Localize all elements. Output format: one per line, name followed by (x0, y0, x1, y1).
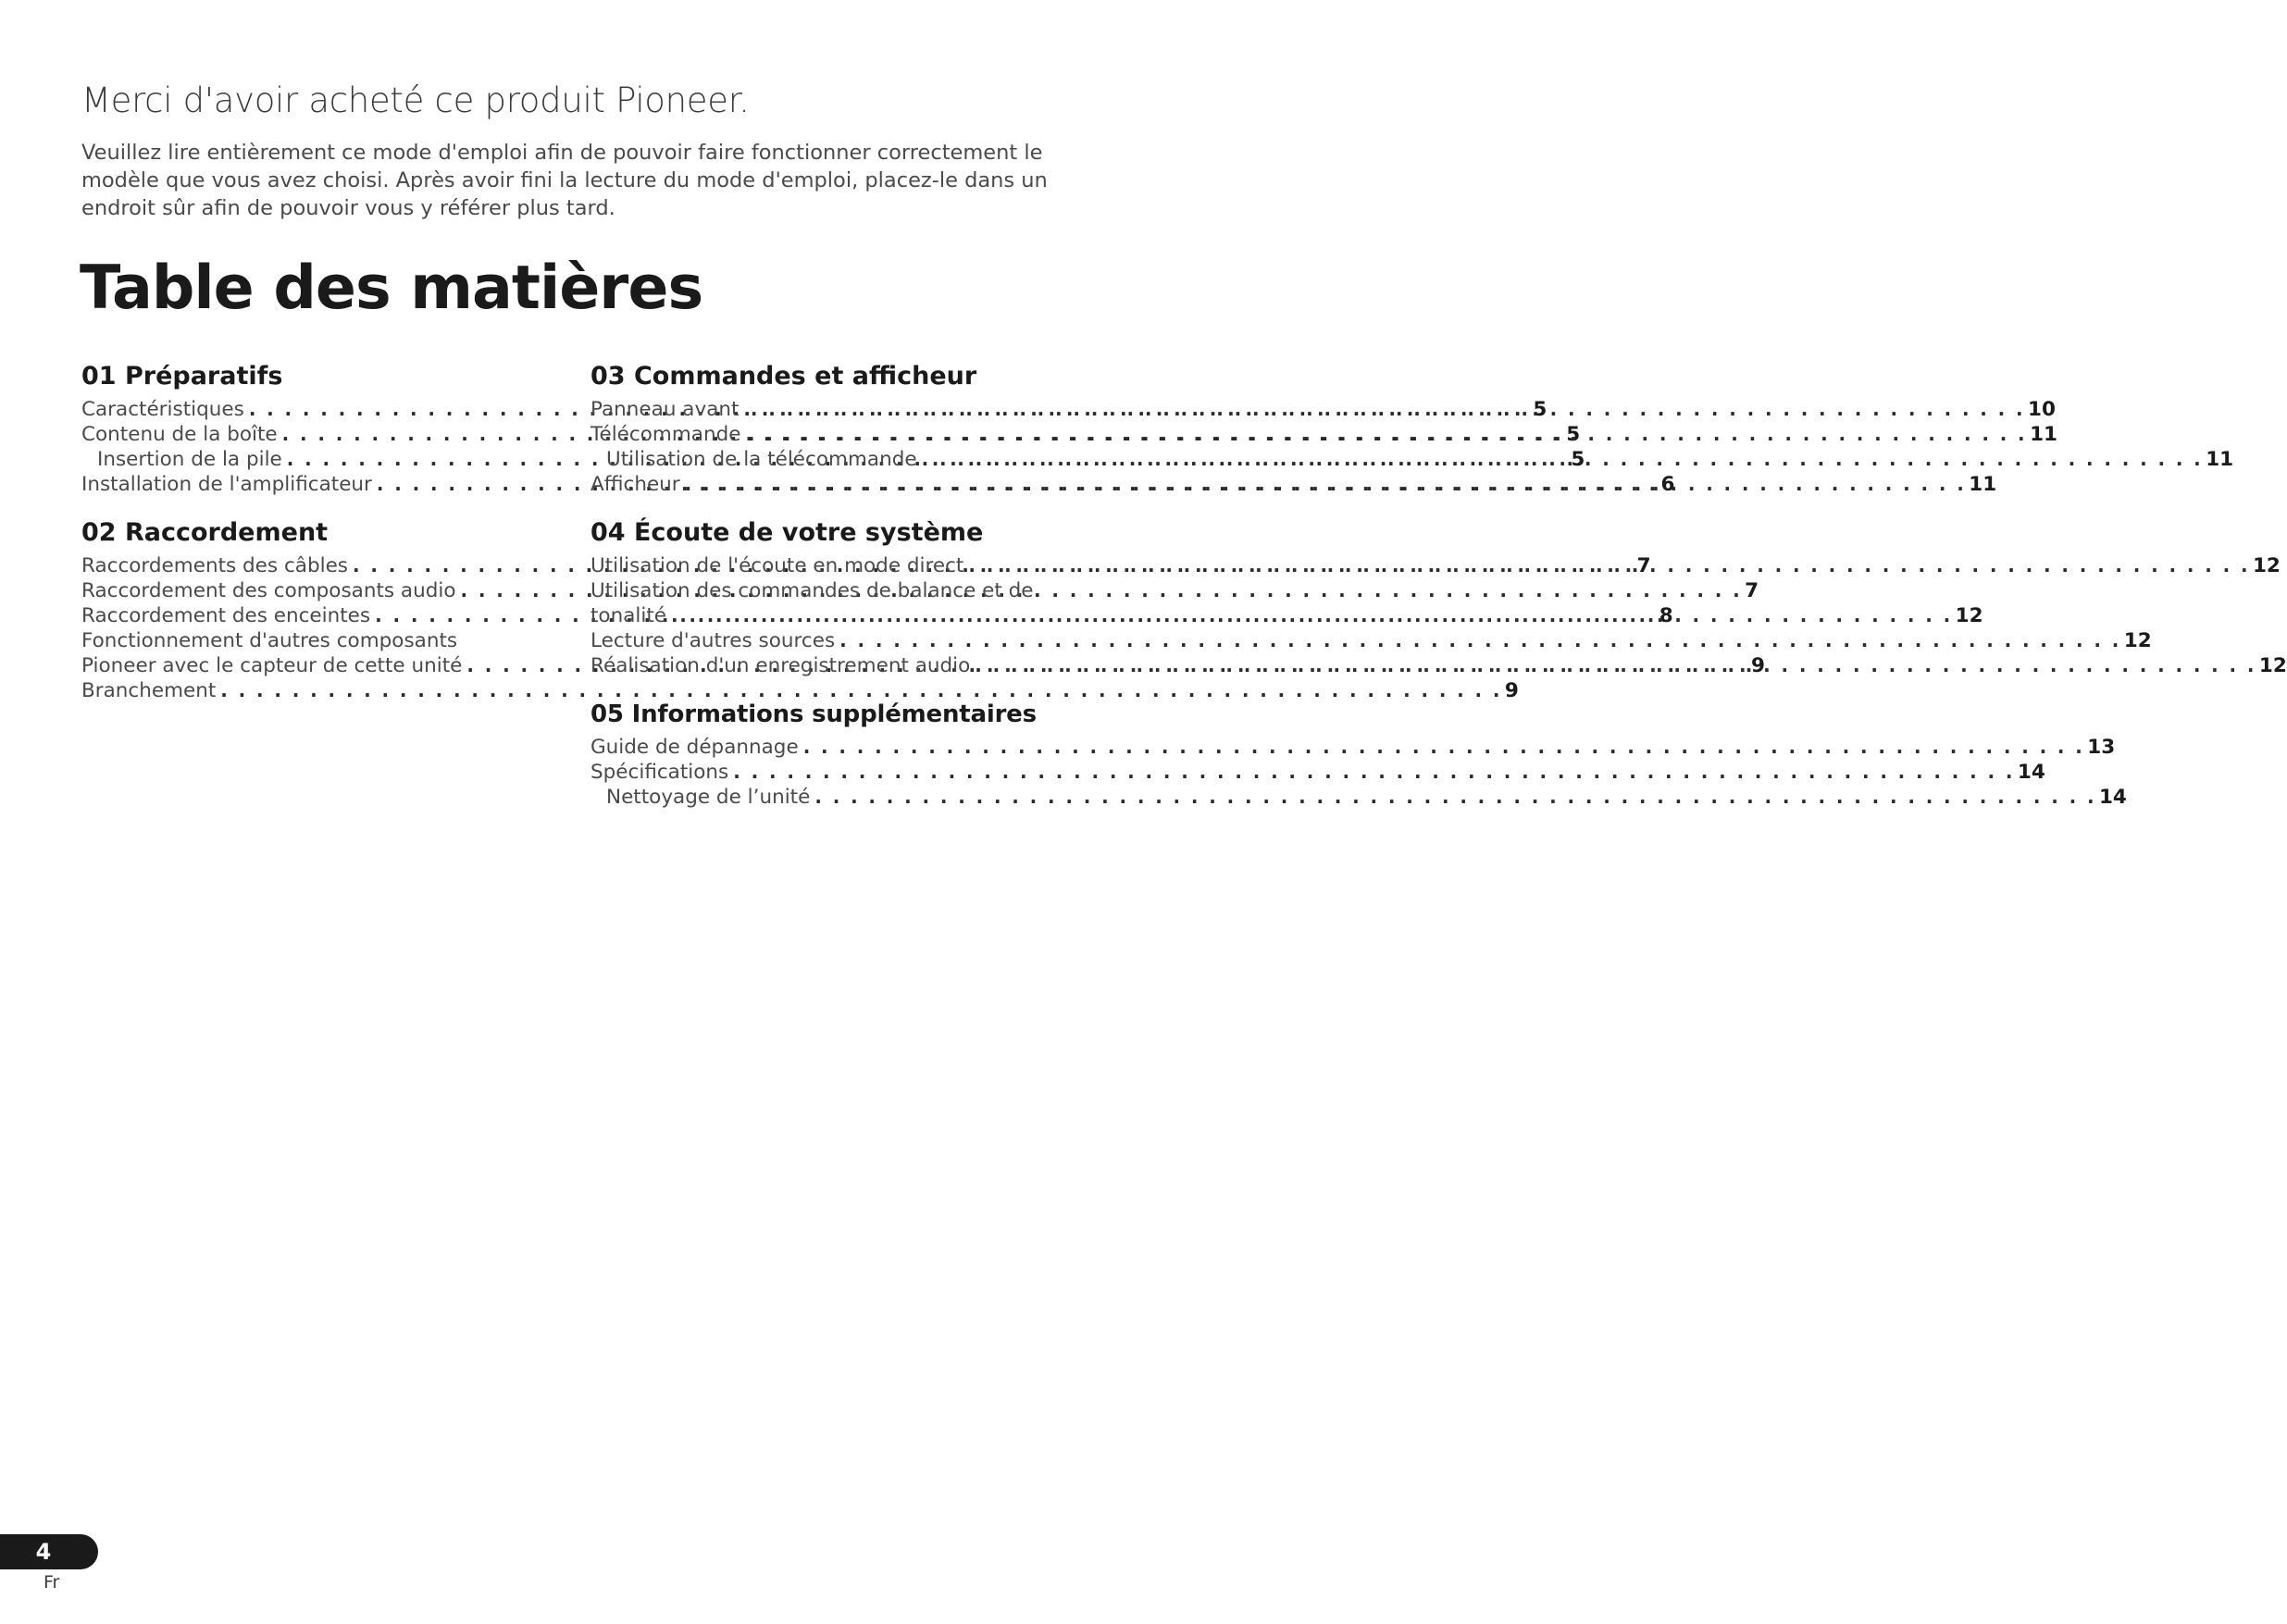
toc-entry-label: Installation de l'amplificateur (81, 473, 372, 496)
language-code: Fr (44, 1572, 60, 1593)
toc-section-ecoute (590, 517, 2287, 678)
toc-entry-label: Insertion de la pile (97, 448, 282, 471)
toc-section-commandes (590, 361, 2234, 497)
toc-entry-page: 7 (1745, 579, 1759, 602)
dot-leader (975, 653, 2256, 678)
dot-leader (803, 735, 2085, 760)
toc-entry-page: 12 (2258, 654, 2287, 677)
toc-entry-page: 12 (2252, 554, 2281, 577)
toc-section-informations (590, 699, 2127, 810)
toc-entry[interactable] (590, 653, 2287, 678)
dot-leader (968, 553, 2250, 578)
toc-section-title: 04 Écoute de votre système (590, 518, 984, 547)
dot-leader (671, 603, 1953, 628)
intro-line: modèle que vous avez choisi. Après avoir fini la lecture du mode d'emploi, placez-le dans un (81, 168, 1048, 192)
toc-section-title: 01 Préparatifs (81, 362, 283, 391)
toc-entry-page: 5 (1566, 423, 1581, 446)
toc-entry-label: Utilisation de la télécommande (606, 448, 917, 471)
intro-heading: Merci d'avoir acheté ce produit Pioneer. (81, 81, 750, 120)
toc-entry-page: 5 (1571, 448, 1585, 471)
toc-section-title: 03 Commandes et afficheur (590, 362, 977, 391)
toc-entry-label-line: Fonctionnement d'autres composants (81, 629, 458, 652)
toc-section-title: 02 Raccordement (81, 518, 329, 547)
toc-entry-label-line: Utilisation des commandes de balance et de (590, 579, 1034, 602)
toc-entry-multiline[interactable] (590, 578, 1983, 628)
intro-line: endroit sûr afin de pouvoir vous y référer plus tard. (81, 196, 615, 220)
toc-entry-label: Raccordement des enceintes (81, 604, 371, 627)
toc-column-right (590, 361, 2287, 830)
toc-entry-label: Contenu de la boîte (81, 423, 278, 446)
dot-leader (814, 785, 2096, 810)
toc-entry (590, 603, 1983, 628)
toc-entry-page: 14 (2017, 761, 2045, 784)
dot-leader (839, 628, 2121, 653)
toc-entry-page: 11 (2206, 448, 2234, 471)
dot-leader (733, 760, 2015, 785)
toc-entry[interactable] (590, 422, 2057, 447)
toc-title: Table des matières (80, 254, 703, 323)
toc-entry-page: 9 (1504, 679, 1519, 702)
toc-entry-label: Télécommande (590, 423, 741, 446)
toc-subentry[interactable] (590, 447, 2234, 472)
toc-entry-page: 7 (1636, 554, 1651, 577)
toc-entry-label: Utilisation de l'écoute en mode direct (590, 554, 964, 577)
toc-entry-label: Caractéristiques (81, 398, 244, 421)
page-number-tab: 4 (0, 1534, 98, 1569)
toc-entry-label: tonalité (590, 604, 666, 627)
toc-section-title: 05 Informations supplémentaires (590, 700, 1037, 728)
toc-entry-label: Afficheur (590, 473, 680, 496)
toc-entry-page: 8 (1659, 604, 1673, 627)
toc-entry-label: Nettoyage de l’unité (606, 786, 811, 809)
dot-leader (743, 397, 2025, 422)
dot-leader (745, 422, 2027, 447)
toc-entry[interactable] (590, 735, 2116, 760)
toc-entry[interactable] (590, 397, 2056, 422)
toc-entry[interactable] (81, 678, 1519, 703)
toc-entry[interactable] (590, 760, 2045, 785)
toc-entry-page: 11 (1969, 473, 1997, 496)
toc-entry-page: 14 (2098, 786, 2127, 809)
dot-leader (685, 472, 1967, 497)
intro-paragraph (81, 139, 1048, 222)
toc-entry-label: Branchement (81, 679, 217, 702)
toc-entry-label: Lecture d'autres sources (590, 629, 836, 652)
toc-entry-label: Réalisation d'un enregistrement audio (590, 654, 971, 677)
dot-leader (922, 447, 2204, 472)
toc-entry-page: 5 (1533, 398, 1547, 421)
toc-entry-label: Spécifications (590, 761, 729, 784)
toc-entry-label: Panneau avant (590, 398, 740, 421)
toc-entry[interactable] (590, 628, 2152, 653)
toc-entry[interactable] (590, 553, 2281, 578)
toc-entry-page: 13 (2087, 736, 2116, 759)
toc-entry-page: 12 (1955, 604, 1983, 627)
toc-entry-page: 6 (1660, 473, 1675, 496)
toc-entry-page: 12 (2123, 629, 2152, 652)
toc-entry-label: Raccordements des câbles (81, 554, 348, 577)
toc-entry[interactable] (590, 472, 1997, 497)
toc-entry-page: 11 (2030, 423, 2057, 446)
toc-entry-page: 9 (1750, 654, 1765, 677)
toc-entry-label: Guide de dépannage (590, 736, 799, 759)
toc-subentry[interactable] (590, 785, 2127, 810)
intro-line: Veuillez lire entièrement ce mode d'emploi afin de pouvoir faire fonctionner correctement le (81, 141, 1043, 165)
toc-entry-page: 10 (2028, 398, 2056, 421)
toc-entry-label: Raccordement des composants audio (81, 579, 456, 602)
toc-entry-label: Pioneer avec le capteur de cette unité (81, 654, 463, 677)
